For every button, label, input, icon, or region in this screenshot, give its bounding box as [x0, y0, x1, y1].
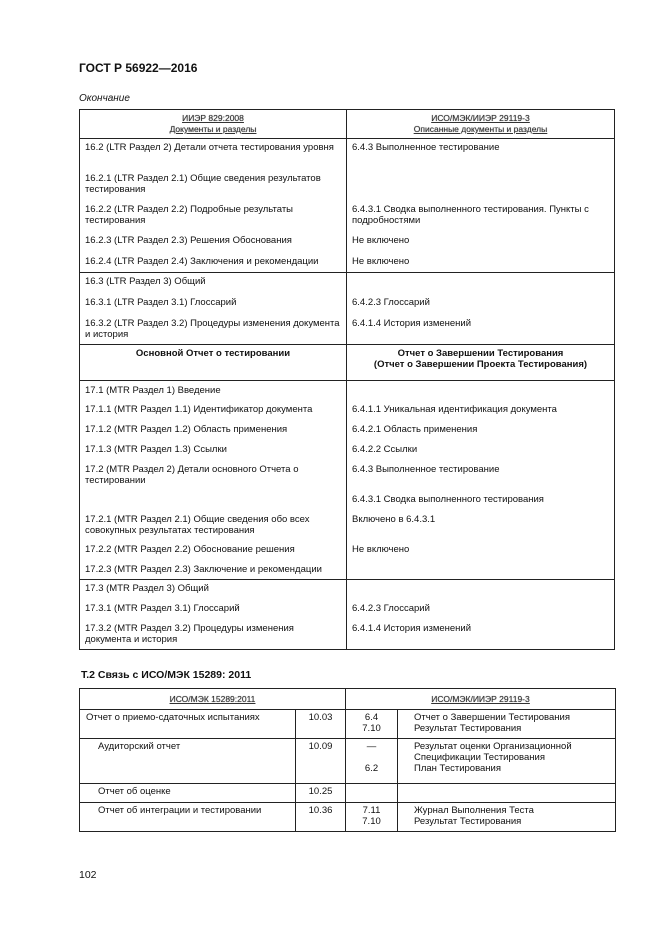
- doc-titles: Отчет о Завершении Тестирования Результат Тестирования: [398, 710, 616, 739]
- cell-right: [346, 561, 614, 580]
- cell-right: 6.4.1.1 Уникальная идентификация документа: [346, 401, 614, 421]
- cell-left: 17.2.3 (MTR Раздел 2.3) Заключение и рекомендации: [80, 561, 347, 580]
- cell-left: 16.2.3 (LTR Раздел 2.3) Решения Обоснования: [80, 232, 347, 253]
- table-row: [80, 461, 615, 491]
- cell-left: 17.3.1 (MTR Раздел 3.1) Глоссарий: [80, 600, 347, 620]
- table-row: [80, 620, 615, 650]
- cell-left: 17.1.1 (MTR Раздел 1.1) Идентификатор документа: [80, 401, 347, 421]
- cell-left: 17.3 (MTR Раздел 3) Общий: [80, 580, 347, 601]
- cell-right: 6.4.2.2 Ссылки: [346, 441, 614, 461]
- table-row: [80, 491, 615, 511]
- page-number: 102: [79, 869, 97, 881]
- cell-right: [346, 580, 614, 601]
- table-row: [80, 315, 615, 345]
- doc-code: 10.09: [296, 739, 346, 784]
- doc-code: 10.36: [296, 803, 346, 832]
- cell-right: 6.4.3 Выполненное тестирование: [346, 461, 614, 491]
- cell-left: 16.3.2 (LTR Раздел 3.2) Процедуры изменения документа и история: [80, 315, 347, 345]
- doc-refs: 6.4 7.10: [346, 710, 398, 739]
- cell-right: Не включено: [346, 232, 614, 253]
- table-row: [80, 139, 615, 171]
- doc-code: 10.25: [296, 784, 346, 803]
- table-row: [80, 803, 616, 832]
- cell-right: 6.4.1.4 История изменений: [346, 315, 614, 345]
- mapping-table-15289: [79, 688, 616, 832]
- table-row: [80, 710, 616, 739]
- header-right: ИСО/МЭК/ИИЭР 29119-3 Описанные документы и разделы: [346, 110, 614, 139]
- table-row: [80, 511, 615, 541]
- ending-label: Окончание: [79, 93, 130, 104]
- cell-left: 16.2.4 (LTR Раздел 2.4) Заключения и рекомендации: [80, 253, 347, 273]
- doc-name: Отчет об оценке: [80, 784, 296, 803]
- doc-code: 10.03: [296, 710, 346, 739]
- cell-left: 16.2.2 (LTR Раздел 2.2) Подробные результаты тестирования: [80, 201, 347, 232]
- cell-left: 17.3.2 (MTR Раздел 3.2) Процедуры изменения документа и история: [80, 620, 347, 650]
- doc-name: Отчет о приемо-сдаточных испытаниях: [80, 710, 296, 739]
- cell-right: [346, 273, 614, 295]
- cell-left: 16.3.1 (LTR Раздел 3.1) Глоссарий: [80, 294, 347, 315]
- cell-right: 6.4.2.1 Область применения: [346, 421, 614, 441]
- doc-titles: Журнал Выполнения Теста Результат Тестирования: [398, 803, 616, 832]
- doc-titles: [398, 784, 616, 803]
- cell-left: 17.1.3 (MTR Раздел 1.3) Ссылки: [80, 441, 347, 461]
- t2-header-right: ИСО/МЭК/ИИЭР 29119-3: [346, 689, 616, 710]
- cell-right: [346, 381, 614, 402]
- cell-right: 6.4.3.1 Сводка выполненного тестирования. Пункты с подробностями: [346, 201, 614, 232]
- cell-left: 16.2 (LTR Раздел 2) Детали отчета тестирования уровня: [80, 139, 347, 171]
- table-row: [80, 561, 615, 580]
- doc-refs: 7.11 7.10: [346, 803, 398, 832]
- table-row: [80, 381, 615, 402]
- cell-right: Не включено: [346, 253, 614, 273]
- table-row: [80, 201, 615, 232]
- cell-right: 6.4.3.1 Сводка выполненного тестирования: [346, 491, 614, 511]
- table-row: [80, 441, 615, 461]
- cell-left: 17.2.2 (MTR Раздел 2.2) Обоснование решения: [80, 541, 347, 561]
- header-left: ИИЭР 829:2008 Документы и разделы: [80, 110, 347, 139]
- table2-title: Т.2 Связь с ИСО/МЭК 15289: 2011: [81, 669, 252, 681]
- cell-left: [80, 491, 347, 511]
- table-row: [80, 600, 615, 620]
- table-row: [80, 580, 615, 601]
- section-heading-row: [80, 345, 615, 381]
- table-row: [80, 294, 615, 315]
- cell-left: 17.1 (MTR Раздел 1) Введение: [80, 381, 347, 402]
- section-heading-left: Основной Отчет о тестировании: [80, 345, 347, 381]
- cell-left: 17.2.1 (MTR Раздел 2.1) Общие сведения обо всех совокупных результатах тестирования: [80, 511, 347, 541]
- doc-name: Отчет об интеграции и тестировании: [80, 803, 296, 832]
- section-heading-right: Отчет о Завершении Тестирования (Отчет о Завершении Проекта Тестирования): [346, 345, 614, 381]
- doc-refs: [346, 784, 398, 803]
- table-row: [80, 232, 615, 253]
- cell-left: 16.2.1 (LTR Раздел 2.1) Общие сведения результатов тестирования: [80, 170, 347, 201]
- doc-refs: — 6.2: [346, 739, 398, 784]
- cell-left: 16.3 (LTR Раздел 3) Общий: [80, 273, 347, 295]
- table-row: [80, 273, 615, 295]
- table-row: [80, 541, 615, 561]
- t2-header-left: ИСО/МЭК 15289:2011: [80, 689, 346, 710]
- document-title: ГОСТ Р 56922—2016: [79, 61, 198, 75]
- doc-titles: Результат оценки Организационной Спецификации Тестирования План Тестирования: [398, 739, 616, 784]
- cell-right: 6.4.2.3 Глоссарий: [346, 600, 614, 620]
- doc-name: Аудиторский отчет: [80, 739, 296, 784]
- cell-right: 6.4.2.3 Глоссарий: [346, 294, 614, 315]
- table-row: [80, 401, 615, 421]
- cell-right: Включено в 6.4.3.1: [346, 511, 614, 541]
- table-row: [80, 253, 615, 273]
- table-row: [80, 170, 615, 201]
- table-row: [80, 739, 616, 784]
- cell-left: 17.1.2 (MTR Раздел 1.2) Область применения: [80, 421, 347, 441]
- cell-right: 6.4.3 Выполненное тестирование: [346, 139, 614, 171]
- cell-right: 6.4.1.4 История изменений: [346, 620, 614, 650]
- cell-right: [346, 170, 614, 201]
- cell-left: 17.2 (MTR Раздел 2) Детали основного Отчета о тестировании: [80, 461, 347, 491]
- table-row: [80, 784, 616, 803]
- table-row: [80, 421, 615, 441]
- mapping-table-29119: [79, 109, 615, 650]
- cell-right: Не включено: [346, 541, 614, 561]
